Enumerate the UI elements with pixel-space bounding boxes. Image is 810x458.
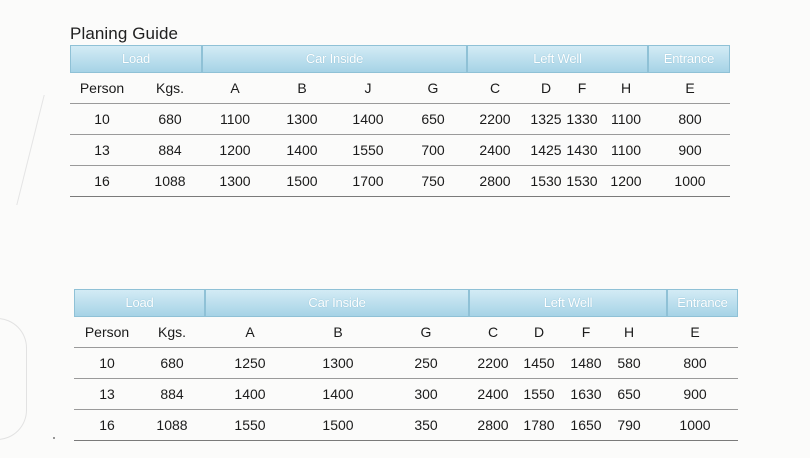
table-cell: 700 (421, 142, 445, 158)
table-cell: 680 (160, 355, 184, 371)
table-cell: 1450 (523, 355, 555, 371)
table-cell: 900 (678, 142, 702, 158)
table-cell: 2200 (477, 355, 509, 371)
table-cell: 10 (94, 111, 110, 127)
table-cell: 1100 (219, 111, 251, 127)
table-cell: 790 (617, 417, 641, 433)
table-cell: 1425 (530, 142, 562, 158)
column-header: A (245, 324, 255, 340)
table-cell: 650 (617, 386, 641, 402)
column-header: H (623, 324, 635, 340)
column-header: B (333, 324, 343, 340)
table-cell: 1325 (530, 111, 562, 127)
column-header: E (685, 80, 695, 96)
table-cell: 1480 (570, 355, 602, 371)
table-cell: 1300 (322, 355, 354, 371)
group-header-cell: Left Well (469, 289, 667, 317)
background-decoration (0, 95, 45, 205)
table-cell: 2800 (479, 173, 511, 189)
column-header-row (74, 317, 738, 348)
column-header: H (620, 80, 632, 96)
table-row (74, 410, 738, 441)
table-cell: 884 (160, 386, 184, 402)
table-cell: 2400 (479, 142, 511, 158)
planning-table-1 (70, 45, 730, 197)
table-cell: 1088 (156, 417, 188, 433)
background-decoration (0, 318, 27, 440)
table-cell: 1100 (610, 142, 642, 158)
column-header: C (487, 324, 499, 340)
column-header: Kgs. (157, 324, 187, 340)
table-cell: 2800 (477, 417, 509, 433)
table-cell: 1300 (286, 111, 318, 127)
planning-table-2 (74, 289, 738, 441)
table-cell: 2400 (477, 386, 509, 402)
table-cell: 1100 (610, 111, 642, 127)
table-cell: 650 (421, 111, 445, 127)
table-cell: 1000 (674, 173, 706, 189)
table-cell: 1200 (610, 173, 642, 189)
table-cell: 1530 (566, 173, 598, 189)
table-cell: 900 (683, 386, 707, 402)
table-cell: 1400 (286, 142, 318, 158)
table-cell: 1530 (530, 173, 562, 189)
table-cell: 884 (158, 142, 182, 158)
table-cell: 350 (414, 417, 438, 433)
table-cell: 2200 (479, 111, 511, 127)
column-header: G (420, 324, 432, 340)
background-dot (53, 437, 55, 439)
page-title: Planing Guide (70, 24, 179, 43)
column-header: A (230, 80, 240, 96)
table-cell: 1630 (570, 386, 602, 402)
table-cell: 1550 (523, 386, 555, 402)
column-header: Kgs. (155, 80, 185, 96)
table-cell: 1400 (322, 386, 354, 402)
table-cell: 580 (617, 355, 641, 371)
group-header-cell: Load (70, 45, 202, 73)
column-header: F (581, 324, 591, 340)
column-header: D (540, 80, 552, 96)
table-cell: 1550 (234, 417, 266, 433)
column-header: Person (84, 324, 130, 340)
table-cell: 13 (94, 142, 110, 158)
group-header-cell: Car Inside (205, 289, 469, 317)
column-header: E (690, 324, 700, 340)
table-cell: 250 (414, 355, 438, 371)
table-cell: 1500 (286, 173, 318, 189)
table-row (74, 348, 738, 379)
table-cell: 1400 (352, 111, 384, 127)
group-header-cell: Entrance (648, 45, 730, 73)
table-cell: 750 (421, 173, 445, 189)
table-cell: 1500 (322, 417, 354, 433)
group-header-cell: Load (74, 289, 205, 317)
column-header: F (577, 80, 587, 96)
table-cell: 16 (94, 173, 110, 189)
table-cell: 10 (99, 355, 115, 371)
table-cell: 300 (414, 386, 438, 402)
column-header: Person (79, 80, 125, 96)
group-header (74, 289, 738, 317)
column-header: J (364, 80, 372, 96)
table-row (70, 104, 730, 135)
table-cell: 13 (99, 386, 115, 402)
group-header-cell: Left Well (467, 45, 648, 73)
table-cell: 1088 (154, 173, 186, 189)
column-header: C (489, 80, 501, 96)
group-header-cell: Car Inside (202, 45, 467, 73)
table-cell: 1550 (352, 142, 384, 158)
table-cell: 1780 (523, 417, 555, 433)
group-header (70, 45, 730, 73)
table-cell: 1650 (570, 417, 602, 433)
table-cell: 680 (158, 111, 182, 127)
table-cell: 800 (678, 111, 702, 127)
table-row (70, 166, 730, 197)
table-cell: 1250 (234, 355, 266, 371)
table-cell: 1200 (219, 142, 251, 158)
table-cell: 800 (683, 355, 707, 371)
table-cell: 1300 (219, 173, 251, 189)
group-header-cell: Entrance (667, 289, 738, 317)
table-cell: 16 (99, 417, 115, 433)
table-row (70, 135, 730, 166)
table-cell: 1400 (234, 386, 266, 402)
table-cell: 1430 (566, 142, 598, 158)
column-header: B (297, 80, 307, 96)
table-cell: 1330 (566, 111, 598, 127)
table-row (74, 379, 738, 410)
column-header: D (533, 324, 545, 340)
table-cell: 1700 (352, 173, 384, 189)
column-header: G (427, 80, 439, 96)
column-header-row (70, 73, 730, 104)
table-cell: 1000 (679, 417, 711, 433)
